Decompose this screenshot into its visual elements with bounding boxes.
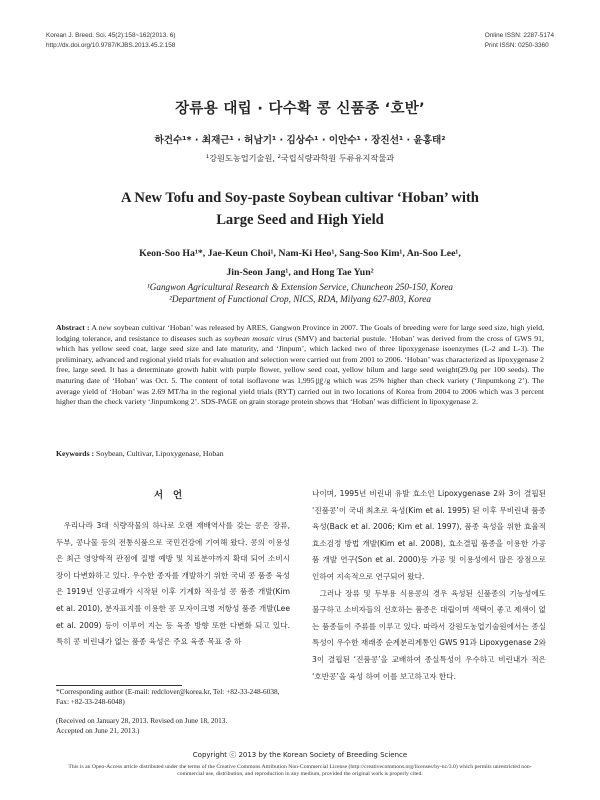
keywords-label: Keywords :	[56, 449, 95, 458]
journal-header-right	[485, 31, 554, 51]
intro-paragraph-2: 그러나 장류 및 두부용 식용콩의 경우 육성된 신품종의 기능성에도 불구하고 소비자들의 선호하는 품종은 대립이며 색택이 좋고 제색이 없는 품종들이 주류를 이루고 있다. 따라서 강원도농업기술원에서는 종실특성이 우수한 재래종 순계분리계통인 GWS 91과 Lipoxygenase 2와 3이 결핍된 ‘진품콩’을 교배하여 종실특성이 우수하고 비린내가 적은 ‘호반콩’을 육성 하여 이를 보고하고자 한다.	[312, 588, 546, 681]
korean-affiliation: ¹강원도농업기술원, ²국립식량과학원 두류유지작물과	[205, 153, 395, 163]
abstract-text-1: A new soybean cultivar ‘Hoban’ was released by ARES, Gangwon Province in 2007. The Goals of breeding were for large seed size, high yield, lodging tolerance, and resistance to diseases such as	[56, 323, 545, 343]
intro-paragraph-1: 우리나라 3대 식량작물의 하나로 오랜 재배역사를 갖는 콩은 장류, 두부, 콩나물 등의 전통식품으로 국민건강에 기여해 왔다. 콩의 이용성은 최근 영양학적 관점에 질병 예방 및 치료분야까지 확대 되어 소비시장이 다변화하고 있다. 우수한 종자를 개발하기 위한 국내 콩 품종 육성은 1919년 인공교배가 시작된 이후 기계화 적응성 콩 품종 개발(Kim et al. 2010), 분자표지를 이용한 콩 모자이크병 저항성 품종 개발(Lee et al. 2009) 등이 이루어 지는 등 육종 방향 또한 다변화 되고 있다. 특히 콩 비린내가 없는 품종 육성은 주요 육종 목표 중 하	[56, 521, 290, 647]
keywords-text: Soybean, Cultivar, Lipoxygenase, Hoban	[94, 449, 224, 458]
english-affiliation-2: ²Department of Functional Crop, NICS, RDA, Milyang 627-803, Korea	[169, 294, 431, 304]
body-column-left	[56, 518, 290, 651]
english-title-line2: Large Seed and High Yield	[216, 212, 384, 228]
journal-citation: Korean J. Breed. Sci. 45(2):158~162(2013. 6)	[46, 32, 176, 39]
received-revised: (Received on January 28, 2013. Revised on June 18, 2013.	[56, 716, 228, 725]
received-dates	[56, 716, 290, 735]
english-title	[0, 187, 600, 231]
english-authors-line2: Jin-Seon Jang¹, and Hong Tae Yun²	[226, 267, 374, 278]
keywords	[56, 449, 544, 458]
online-issn: Online ISSN: 2287-5174	[484, 32, 554, 39]
journal-header-left	[46, 31, 176, 51]
english-authors-line1: Keon-Soo Ha¹*, Jae-Keun Choi¹, Nam-Ki Heo¹, Sang-Soo Kim¹, An-Soo Lee¹,	[139, 248, 461, 259]
english-affiliation-1: ¹Gangwon Agricultural Research & Extension Service, Chuncheon 250-150, Korea	[146, 282, 454, 292]
body-column-right	[312, 486, 546, 685]
copyright-notice: Copyright ⓒ 2013 by the Korean Society of Breeding Science	[192, 751, 408, 759]
english-title-line1: A New Tofu and Soy-paste Soybean cultivar ‘Hoban’ with	[121, 190, 479, 206]
english-authors	[0, 244, 600, 282]
korean-authors: 하건수¹* · 최재근¹ · 허남기¹ · 김상수¹ · 이안수¹ · 장진선¹ · 윤홍태²	[154, 135, 446, 146]
english-affiliations	[0, 281, 600, 305]
abstract-text-2: (SMV) and bacterial pustule. ‘Hoban’ was derived from the cross of GWS 91, which has yellow seed coat, large seed size and late maturity, and ‘Jinpum’, which lacked two of three lipoxygenase isoenzymes (L-2 and L-3). The preliminary, advanced and regional yield trials for evaluation and selection were carried out from 2001 to 2006. ‘Hoban’ was characterized as lipoxygenase 2 free, large seed. It has a determinate growth habit with purple flower, yellow seed coat, yellow hilum and large seed weight(29.0g per 100 seeds). The maturing date of ‘Hoban’ was Oct. 5. The content of total isoflavone was 1,995㎍/g which was 25% higher than check variety (‘Jinpumkong 2’). The average yield of ‘Hoban’ was 2.69 MT/ha in the regional yield trials (RYT) carried out in two locations of Korea from 2004 to 2006 which was 3 percent higher than the check variety ‘Jinpumkong 2’. SDS-PAGE on grain storage protein shows that ‘Hoban’ was difficient in lipoxygenase 2.	[56, 333, 544, 407]
abstract-label: Abstract :	[56, 323, 90, 332]
accepted-date: Accepted on June 21, 2013.)	[56, 725, 140, 735]
doi-link[interactable]: http://dx.doi.org/10.9787/KJBS.2013.45.2.158	[46, 42, 176, 49]
corresponding-author-note: *Corresponding author (E-mail: redclover@korea.kr, Tel: +82-33-248-6038, Fax: +82-33-248-6048)	[56, 687, 280, 706]
korean-title: 장류용 대립 · 다수확 콩 신품종 ‘호반’	[175, 101, 425, 117]
intro-paragraph-1-continued: 나이며, 1995년 비린내 유발 효소인 Lipoxygenase 2와 3이 결핍된 ‘진품콩’이 국내 최초로 육성(Kim et al. 1995) 된 이후 무비린내 품종 육성(Back et al. 2006; Kim et al. 1997), 품종 육성을 위한 효율적 효소검정 방법 개발(Kim et al. 2008), 효소결핍 품종을 이용한 가공품 개발 연구(Son et al. 2000)등 가공 및 이용성에서 많은 장점으로 인하여 지속적으로 연구되어 왔다.	[312, 489, 546, 581]
abstract	[56, 323, 544, 408]
footnote-divider	[56, 685, 182, 686]
print-issn: Print ISSN: 0250-3360	[484, 42, 549, 49]
license-notice: This is an Open-Access article distributed under the terms of the Creative Commons Attribution Non-Commercial License (http://creativecommons.org/licenses/by-nc/3.0) which permits unrestricted non-commercial use, distribution, and reproduction in any medium, provided the original work is properly cited.	[68, 764, 532, 777]
section-title-introduction: 서언	[153, 490, 193, 501]
abstract-italic: soybean mosaic virus	[224, 333, 293, 343]
